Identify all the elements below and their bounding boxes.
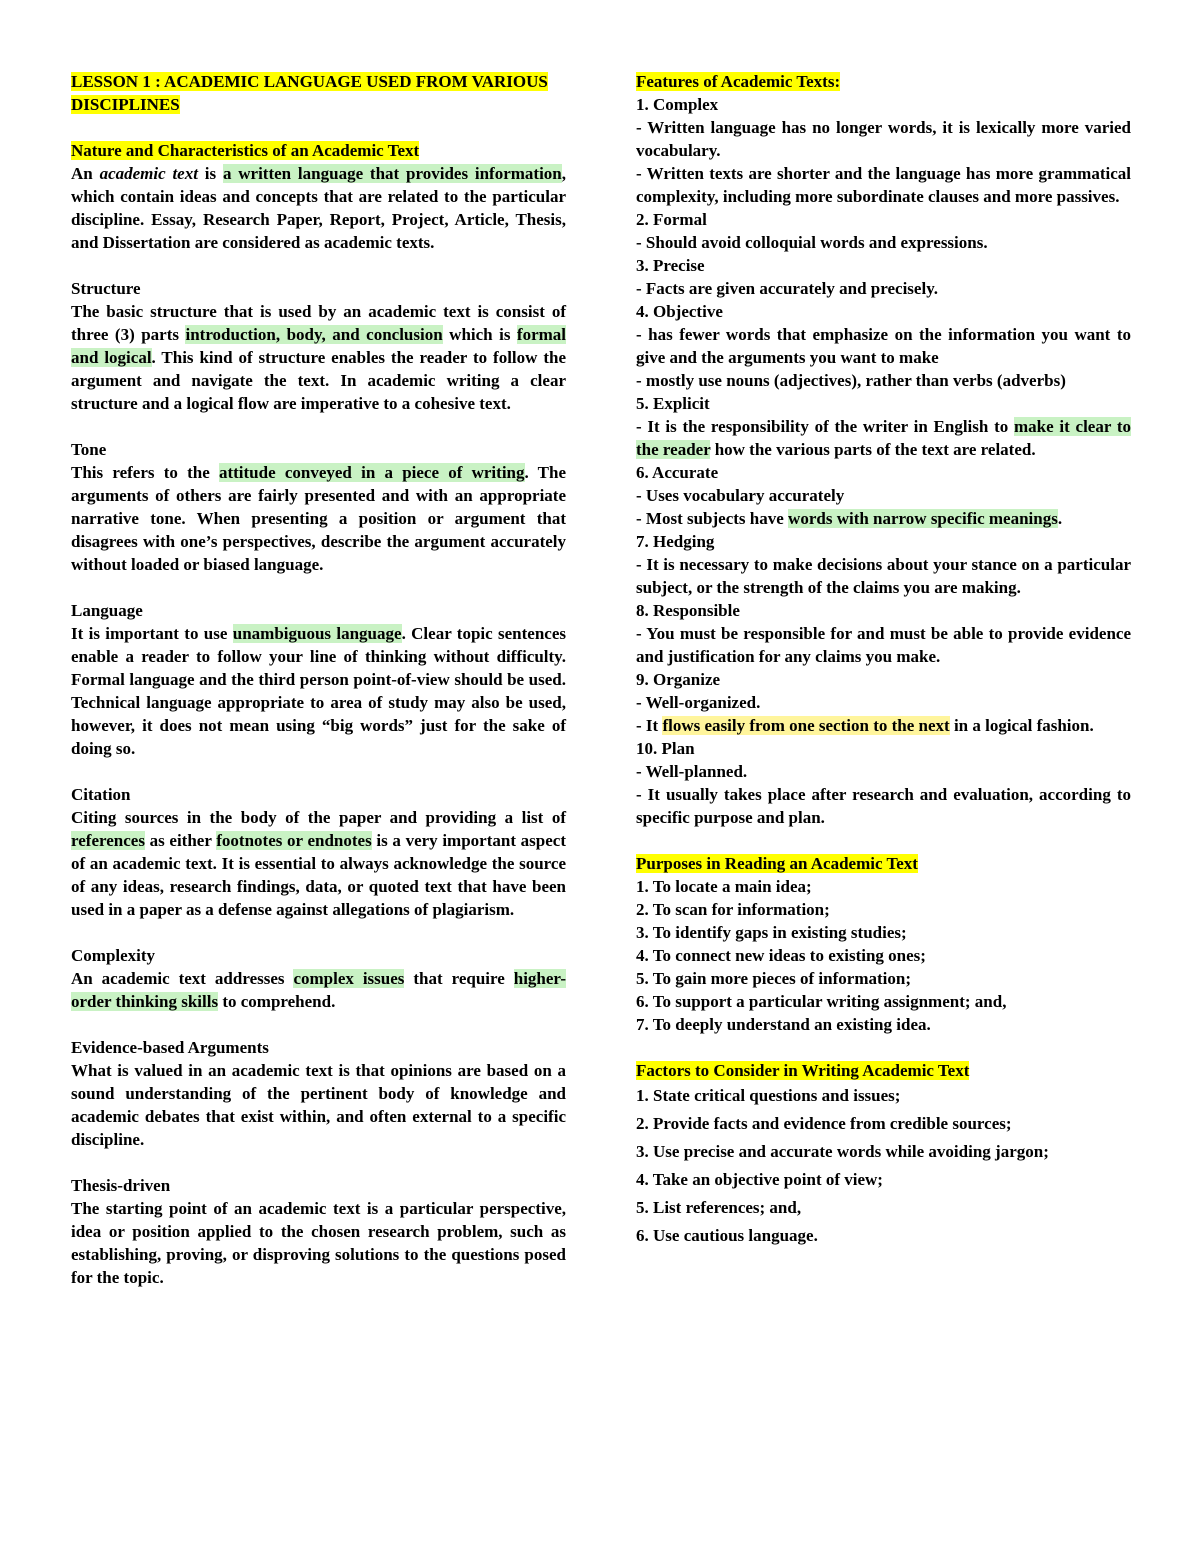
structure-paragraph: The basic structure that is used by an academic text is consist of three (3) parts introduction, body, and conclusion which is formal and logical. This kind of structure enables the reader to follow the argument and navigate the text. In academic writing a clear structure and a logical flow are imperative to a cohesive text. <box>71 302 567 413</box>
highlight-green: footnotes or endnotes <box>216 831 372 850</box>
evidence-paragraph: What is valued in an academic text is that opinions are based on a sound understanding of the pertinent body of knowledge and academic debates that exist within, and often external to a specific discipline. <box>71 1061 566 1149</box>
feature-line: - Uses vocabulary accurately <box>636 486 845 505</box>
list-item: 2. To scan for information; <box>636 900 830 919</box>
complexity-paragraph: An academic text addresses complex issues that require higher-order thinking skills to comprehend. <box>71 969 566 1011</box>
language-heading: Language <box>71 601 143 620</box>
feature-title: 9. Organize <box>636 670 721 689</box>
feature-title: 5. Explicit <box>636 394 710 413</box>
list-item: 3. To identify gaps in existing studies; <box>636 923 907 942</box>
highlight-green: complex issues <box>293 969 405 988</box>
language-paragraph: It is important to use unambiguous language. Clear topic sentences enable a reader to follow your line of thinking without difficulty. Formal language and the third person point-of-view should be used. Technical language appropriate to area of study may also be used, however, it does not mean using “big words” just for the sake of doing so. <box>71 624 566 758</box>
feature-title: 3. Precise <box>636 256 705 275</box>
highlight-green: formal and logical <box>71 325 567 367</box>
list-item: 7. To deeply understand an existing idea. <box>636 1015 931 1034</box>
list-item: 2. Provide facts and evidence from credible sources; <box>636 1114 1012 1133</box>
lesson-title: LESSON 1 : ACADEMIC LANGUAGE USED FROM VARIOUS DISCIPLINES <box>71 72 548 114</box>
feature-line: - It usually takes place after research and evaluation, according to specific purpose and plan. <box>636 785 1131 827</box>
feature-line: - has fewer words that emphasize on the information you want to give and the arguments you want to make <box>636 325 1131 367</box>
highlight-green: make it clear to the reader <box>636 417 1131 459</box>
nature-heading: Nature and Characteristics of an Academic Text <box>71 141 420 160</box>
feature-title: 4. Objective <box>636 302 723 321</box>
list-item: 5. To gain more pieces of information; <box>636 969 911 988</box>
list-item: 6. To support a particular writing assignment; and, <box>636 992 1007 1011</box>
factors-list <box>636 1082 1131 1250</box>
complexity-heading: Complexity <box>71 946 156 965</box>
tone-paragraph: This refers to the attitude conveyed in a piece of writing. The arguments of others are fairly presented and with an appropriate narrative tone. When presenting a position or argument that disagrees with one’s perspectives, describe the argument accurately without loaded or biased language. <box>71 463 566 574</box>
highlight-green: introduction, body, and conclusion <box>185 325 443 344</box>
highlight-green: higher-order thinking skills <box>71 969 566 1011</box>
highlight-green: references <box>71 831 145 850</box>
highlight-green: attitude conveyed in a piece of writing <box>218 463 525 482</box>
feature-line: - It is necessary to make decisions about your stance on a particular subject, or the strength of the claims you are making. <box>636 555 1131 597</box>
list-item: 4. Take an objective point of view; <box>636 1170 883 1189</box>
left-column <box>71 70 566 1289</box>
citation-paragraph: Citing sources in the body of the paper and providing a list of references as either footnotes or endnotes is a very important aspect of an academic text. It is essential to always acknowledge the source of any ideas, research findings, data, or quoted text that have been used in a paper as a defense against allegations of plagiarism. <box>71 808 566 919</box>
feature-line: - Most subjects have words with narrow specific meanings. <box>636 509 1063 528</box>
feature-line: - You must be responsible for and must be able to provide evidence and justification for any claims you make. <box>636 624 1131 666</box>
feature-line: - Should avoid colloquial words and expressions. <box>636 233 988 252</box>
feature-line: - mostly use nouns (adjectives), rather than verbs (adverbs) <box>636 371 1066 390</box>
highlight-light-yellow: flows easily from one section to the next <box>662 716 950 735</box>
feature-title: 7. Hedging <box>636 532 715 551</box>
thesis-paragraph: The starting point of an academic text is a particular perspective, idea or position applied to the chosen research problem, such as establishing, proving, or disproving solutions to the questions posed for the topic. <box>71 1199 566 1287</box>
list-item: 1. State critical questions and issues; <box>636 1086 901 1105</box>
feature-title: 2. Formal <box>636 210 707 229</box>
features-heading: Features of Academic Texts: <box>636 72 841 91</box>
tone-heading: Tone <box>71 440 107 459</box>
purposes-heading: Purposes in Reading an Academic Text <box>636 854 918 873</box>
highlight-green: a written language that provides information <box>222 164 562 183</box>
list-item: 1. To locate a main idea; <box>636 877 812 896</box>
evidence-heading: Evidence-based Arguments <box>71 1038 269 1057</box>
feature-title: 6. Accurate <box>636 463 719 482</box>
feature-title: 8. Responsible <box>636 601 740 620</box>
feature-line: - Well-planned. <box>636 762 748 781</box>
thesis-heading: Thesis-driven <box>71 1176 171 1195</box>
highlight-green: unambiguous language <box>232 624 402 643</box>
purposes-list <box>636 875 1131 1036</box>
feature-title: 1. Complex <box>636 95 719 114</box>
feature-line: - Facts are given accurately and precisely. <box>636 279 939 298</box>
nature-paragraph: An academic text is a written language that provides information, which contain ideas and concepts that are related to the particular discipline. Essay, Research Paper, Report, Project, Article, Thesis, and Dissertation are considered as academic texts. <box>71 164 567 252</box>
feature-line: - It flows easily from one section to the next in a logical fashion. <box>636 716 1094 735</box>
structure-heading: Structure <box>71 279 141 298</box>
factors-heading: Factors to Consider in Writing Academic Text <box>636 1061 970 1080</box>
feature-line: - It is the responsibility of the writer in English to make it clear to the reader how the various parts of the text are related. <box>636 417 1131 459</box>
list-item: 6. Use cautious language. <box>636 1226 818 1245</box>
feature-line: - Written language has no longer words, it is lexically more varied vocabulary. <box>636 118 1131 160</box>
list-item: 3. Use precise and accurate words while avoiding jargon; <box>636 1142 1049 1161</box>
highlight-green: words with narrow specific meanings <box>788 509 1058 528</box>
list-item: 5. List references; and, <box>636 1198 802 1217</box>
list-item: 4. To connect new ideas to existing ones; <box>636 946 926 965</box>
citation-heading: Citation <box>71 785 131 804</box>
feature-line: - Written texts are shorter and the language has more grammatical complexity, including more subordinate clauses and more passives. <box>636 164 1131 206</box>
feature-title: 10. Plan <box>636 739 695 758</box>
feature-line: - Well-organized. <box>636 693 761 712</box>
right-column <box>636 70 1131 1250</box>
